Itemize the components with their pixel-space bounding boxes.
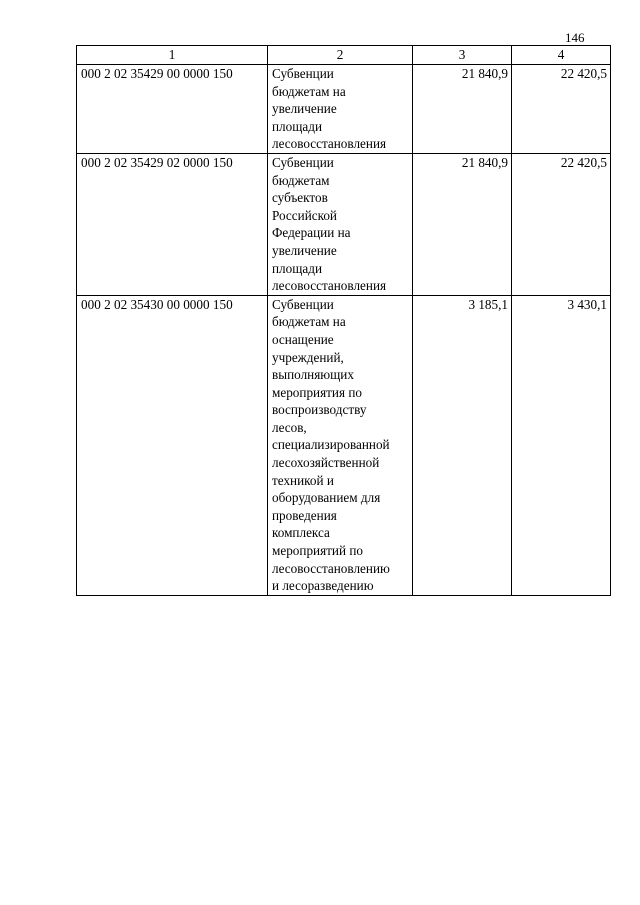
item-name-cell [268, 153, 413, 295]
column-header-2: 2 [268, 46, 413, 65]
item-name-line: лесохозяйственной [272, 455, 380, 471]
table-header-row [77, 46, 611, 65]
item-name-line: мероприятия по [272, 384, 362, 400]
table-row [77, 153, 611, 295]
item-name-line: оснащение [272, 331, 334, 347]
item-name-line: воспроизводству [272, 402, 367, 418]
item-name-line: мероприятий по [272, 543, 363, 559]
amount-col4-cell: 22 420,5 [512, 65, 611, 154]
item-name-line: бюджетам на [272, 83, 346, 99]
item-name-line: лесовосстановлению [272, 560, 390, 576]
item-name-line: Субвенции [272, 66, 334, 81]
page-number: 146 [565, 30, 585, 45]
item-name-line: бюджетам на [272, 314, 346, 330]
item-name-line: Субвенции [272, 154, 334, 170]
budget-code-cell: 000 2 02 35429 00 0000 150 [77, 65, 268, 154]
budget-code-cell: 000 2 02 35429 02 0000 150 [77, 153, 268, 295]
item-name-cell [268, 65, 413, 154]
budget-table [76, 45, 611, 596]
amount-col4-cell: 3 430,1 [512, 295, 611, 595]
column-header-3: 3 [413, 46, 512, 65]
item-name-line: увеличение [272, 242, 337, 258]
item-name-line: субъектов [272, 190, 328, 206]
item-name-line: лесовосстановления [272, 136, 387, 152]
item-name-line: площади [272, 118, 323, 134]
item-name-line: комплекса [272, 525, 330, 541]
table-row [77, 295, 611, 595]
item-name-line: специализированной [272, 437, 390, 453]
item-name-line: лесовосстановления [272, 278, 387, 294]
item-name-line: техникой и [272, 472, 334, 488]
item-name-line: Субвенции [272, 296, 334, 312]
item-name-line: Федерации на [272, 225, 351, 241]
amount-col3-cell: 3 185,1 [413, 295, 512, 595]
amount-col4-cell: 22 420,5 [512, 153, 611, 295]
budget-code-cell: 000 2 02 35430 00 0000 150 [77, 295, 268, 595]
item-name-line: проведения [272, 507, 337, 523]
amount-col3-cell: 21 840,9 [413, 153, 512, 295]
item-name-line: лесов, [272, 419, 307, 435]
item-name-line: площади [272, 260, 323, 276]
item-name-line: и лесоразведению [272, 578, 374, 594]
item-name-cell [268, 295, 413, 595]
table-row [77, 65, 611, 154]
item-name-line: увеличение [272, 101, 337, 117]
item-name-line: учреждений, [272, 349, 344, 365]
item-name-line: бюджетам [272, 172, 330, 188]
amount-col3-cell: 21 840,9 [413, 65, 512, 154]
item-name-line: оборудованием для [272, 490, 381, 506]
item-name-line: выполняющих [272, 367, 354, 383]
column-header-1: 1 [77, 46, 268, 65]
table-body [77, 65, 611, 596]
item-name-line: Российской [272, 207, 337, 223]
column-header-4: 4 [512, 46, 611, 65]
